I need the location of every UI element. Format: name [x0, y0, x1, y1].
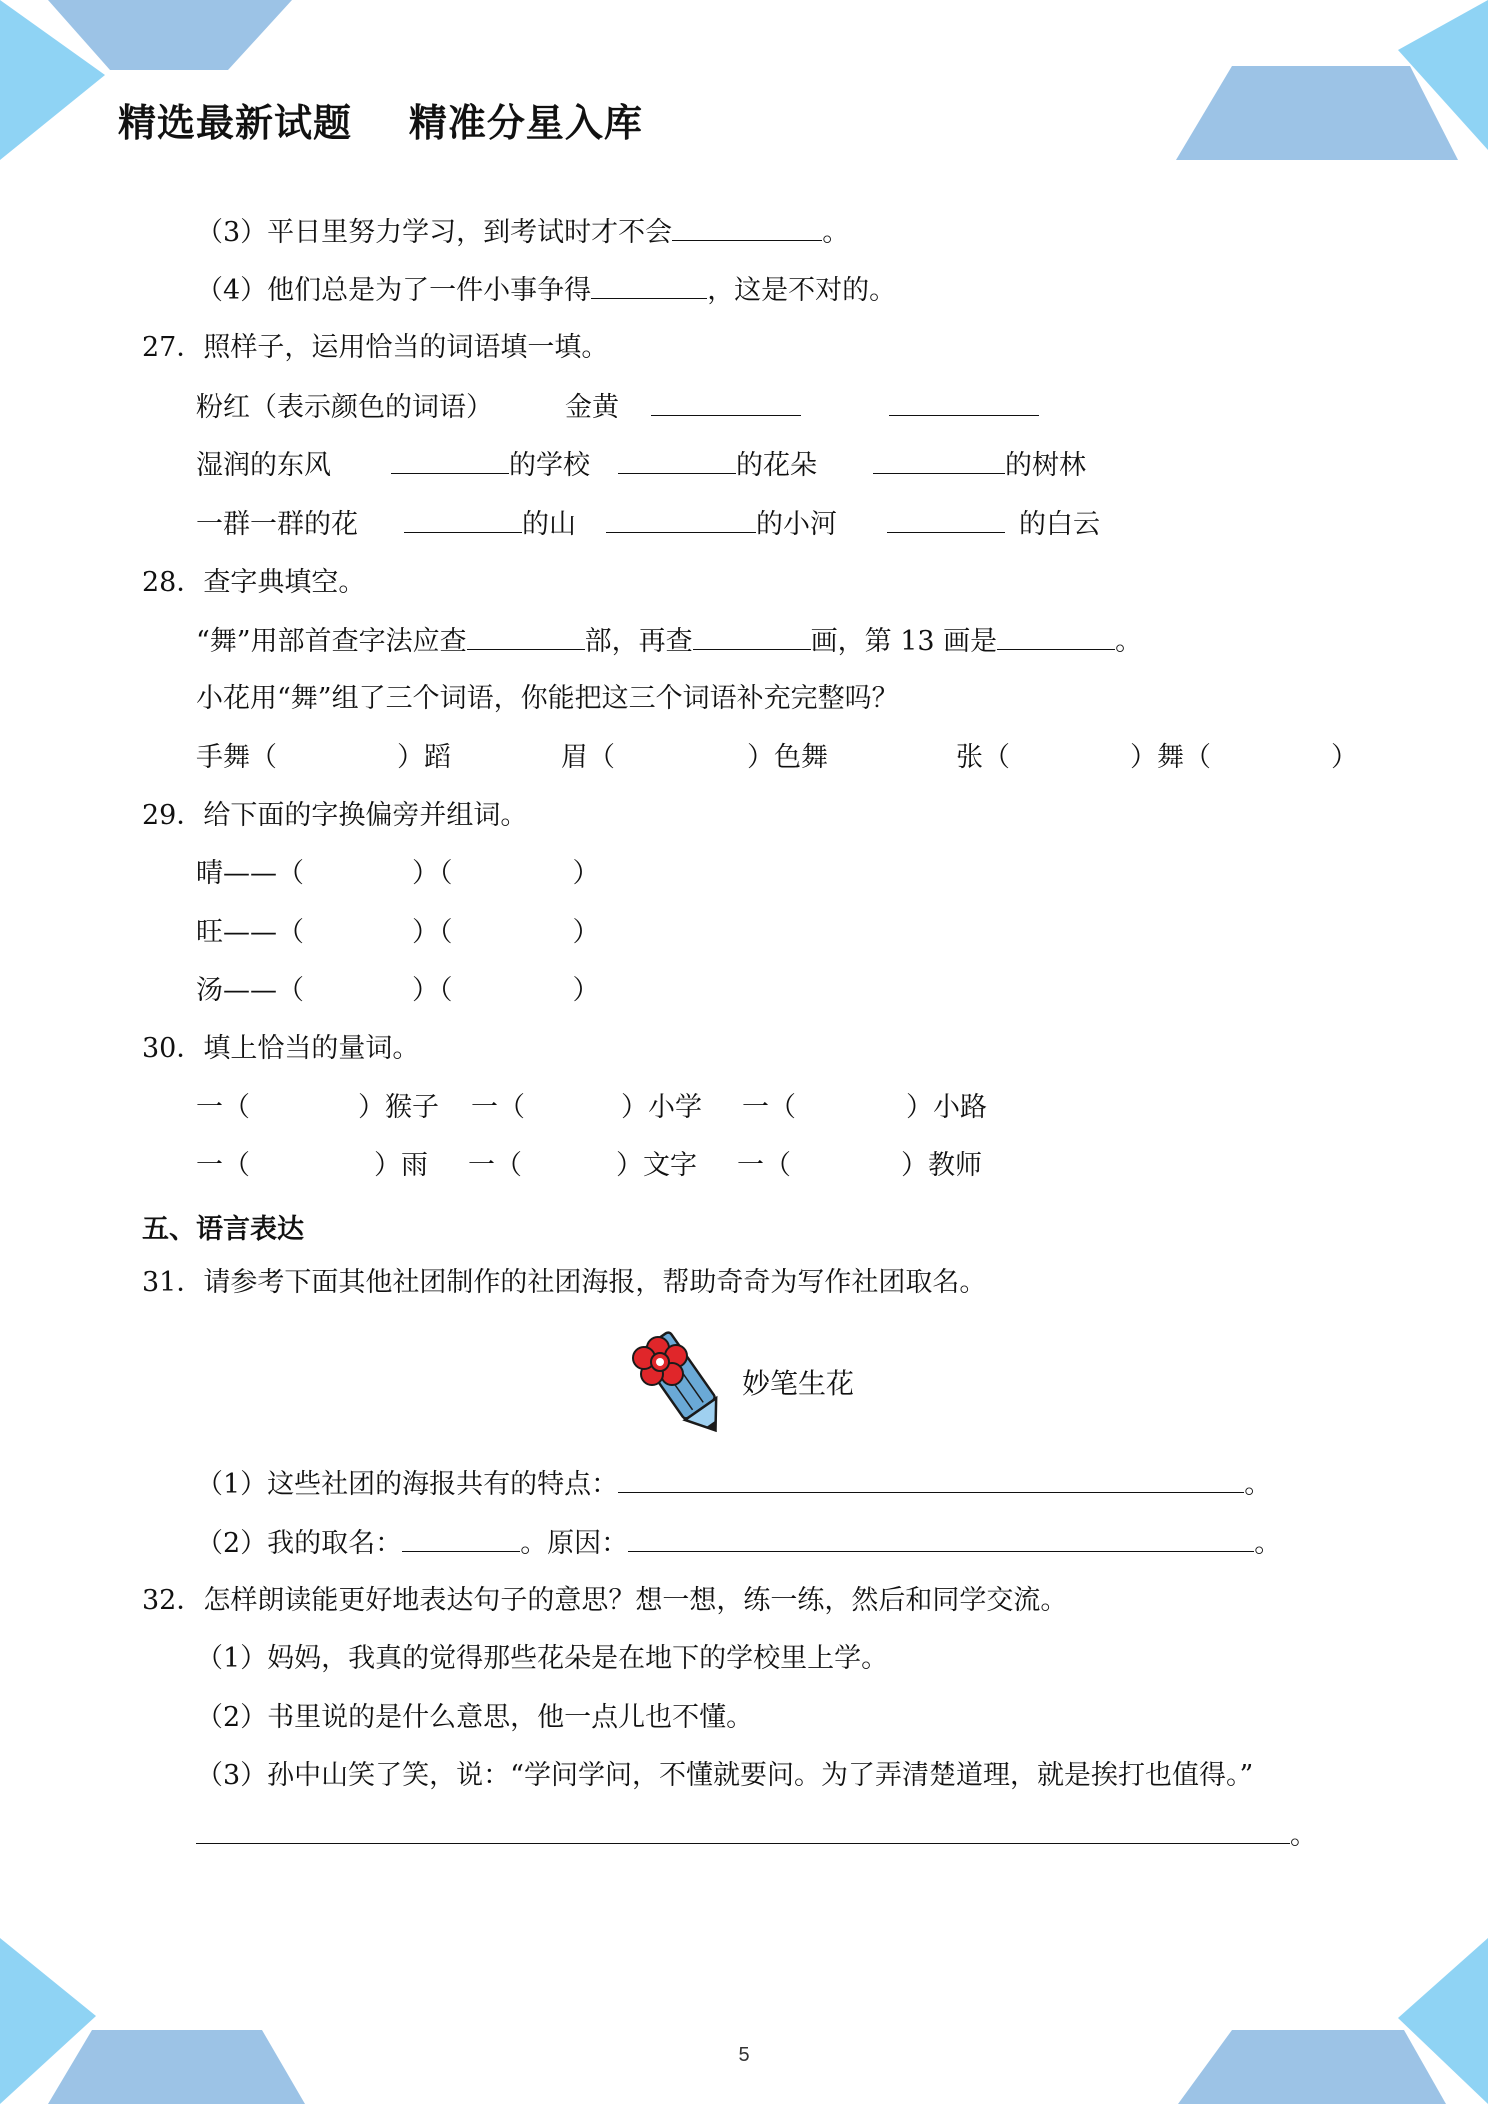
- top-left-trapezoid: [48, 0, 292, 70]
- page-number: 5: [738, 2044, 750, 2066]
- answer-blank[interactable]: [628, 1525, 1254, 1552]
- q31-part-2: （2）我的取名： 。原因： 。: [196, 1525, 1281, 1562]
- answer-blank[interactable]: [618, 447, 736, 474]
- q32-stem: 32．怎样朗读能更好地表达句子的意思？想一想，练一练，然后和同学交流。: [142, 1585, 1068, 1616]
- q31-part-1: （1）这些社团的海报共有的特点： 。: [196, 1466, 1271, 1503]
- answer-blank[interactable]: [591, 272, 707, 299]
- answer-blank[interactable]: [606, 506, 756, 533]
- answer-blank[interactable]: [693, 623, 811, 650]
- q32-sentence-1: （1）妈妈，我真的觉得那些花朵是在地下的学校里上学。: [196, 1643, 889, 1674]
- q29-stem: 29．给下面的字换偏旁并组词。: [142, 800, 528, 831]
- q26-item-4: （4）他们总是为了一件小事争得 ，这是不对的。: [196, 272, 896, 309]
- answer-blank[interactable]: [618, 1466, 1244, 1493]
- q27-row-2: 湿润的东风 的学校 的花朵 的树林: [196, 447, 1086, 484]
- q30-row-1: 一（ ）猴子 一（ ）小学 一（ ）小路: [196, 1092, 987, 1123]
- answer-blank[interactable]: [651, 389, 801, 416]
- q26-item-3-text: （3）平日里努力学习，到考试时才不会: [196, 217, 673, 248]
- answer-blank[interactable]: [889, 389, 1039, 416]
- q30-stem: 30．填上恰当的量词。: [142, 1033, 420, 1064]
- q32-answer-line: 。: [196, 1817, 1317, 1854]
- answer-blank[interactable]: [887, 506, 1005, 533]
- q28-line-3: 手舞（ ）蹈 眉（ ）色舞 张（ ）舞（ ）: [196, 742, 1358, 773]
- q27-row-3: 一群一群的花 的山 的小河 的白云: [196, 506, 1100, 543]
- section-title: 五、语言表达: [142, 1214, 304, 1245]
- top-right-trapezoid: [1176, 66, 1458, 160]
- q32-sentence-2: （2）书里说的是什么意思，他一点儿也不懂。: [196, 1702, 754, 1733]
- q27-row-1: 粉红（表示颜色的词语） 金黄: [196, 389, 1039, 426]
- poster-label: 妙笔生花: [742, 1367, 855, 1400]
- q31-stem: 31．请参考下面其他社团制作的社团海报，帮助奇奇为写作社团取名。: [142, 1267, 987, 1298]
- answer-blank[interactable]: [391, 447, 509, 474]
- q28-line-2: 小花用“舞”组了三个词语，你能把这三个词语补充完整吗？: [196, 683, 899, 714]
- q29-item-3: 汤——（ ）（ ）: [196, 975, 600, 1006]
- q28-line-1: “舞”用部首查字法应查 部，再查 画，第 13 画是 。: [196, 623, 1142, 660]
- answer-blank[interactable]: [672, 214, 822, 241]
- answer-blank[interactable]: [467, 623, 585, 650]
- answer-blank[interactable]: [873, 447, 1005, 474]
- answer-blank[interactable]: [402, 1525, 520, 1552]
- q26-item-3: （3）平日里努力学习，到考试时才不会 。: [196, 214, 849, 251]
- bottom-left-trapezoid: [48, 2030, 305, 2104]
- q29-item-1: 晴——（ ）（ ）: [196, 858, 600, 889]
- answer-blank[interactable]: [196, 1817, 1290, 1844]
- header-title: 精选最新试题 精准分星入库: [118, 101, 643, 145]
- answer-blank[interactable]: [997, 623, 1115, 650]
- q26-item-4-text: （4）他们总是为了一件小事争得: [196, 275, 592, 306]
- bottom-right-trapezoid: [1178, 2030, 1446, 2104]
- q29-item-2: 旺——（ ）（ ）: [196, 917, 600, 948]
- q28-stem: 28．查字典填空。: [142, 567, 366, 598]
- q27-stem: 27．照样子，运用恰当的词语填一填。: [142, 332, 609, 363]
- q32-sentence-3: （3）孙中山笑了笑，说：“学问学问，不懂就要问。为了弄清楚道理，就是挨打也值得。”: [196, 1760, 1254, 1791]
- q30-row-2: 一（ ）雨 一（ ）文字 一（ ）教师: [196, 1150, 982, 1181]
- answer-blank[interactable]: [404, 506, 522, 533]
